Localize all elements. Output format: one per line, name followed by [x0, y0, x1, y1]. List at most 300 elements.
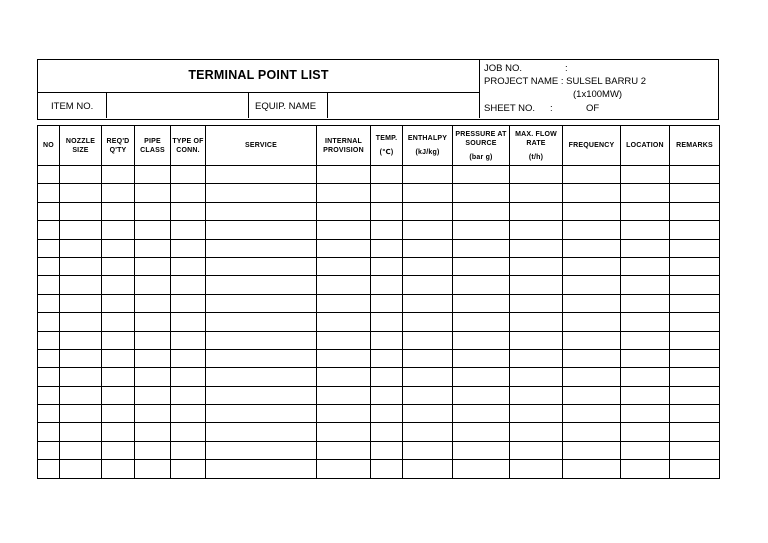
table-cell[interactable] — [371, 184, 403, 202]
table-cell[interactable] — [563, 239, 621, 257]
table-cell[interactable] — [171, 386, 206, 404]
table-row — [38, 294, 720, 312]
table-cell[interactable] — [60, 184, 102, 202]
table-cell[interactable] — [453, 276, 510, 294]
table-cell[interactable] — [453, 405, 510, 423]
table-cell[interactable] — [670, 386, 720, 404]
table-cell[interactable] — [135, 221, 171, 239]
table-cell[interactable] — [563, 202, 621, 220]
table-cell[interactable] — [102, 294, 135, 312]
column-header-label: SERVICE — [244, 142, 277, 149]
table-cell[interactable] — [206, 184, 317, 202]
table-cell[interactable] — [371, 276, 403, 294]
table-cell[interactable] — [60, 368, 102, 386]
table-cell[interactable] — [403, 239, 453, 257]
table-cell[interactable] — [38, 331, 60, 349]
table-cell[interactable] — [317, 276, 371, 294]
table-cell[interactable] — [621, 239, 670, 257]
table-cell[interactable] — [371, 405, 403, 423]
table-cell[interactable] — [510, 313, 563, 331]
table-cell[interactable] — [670, 368, 720, 386]
table-cell[interactable] — [510, 349, 563, 367]
column-header-label: INTERNAL PROVISION — [323, 137, 364, 154]
table-cell[interactable] — [563, 166, 621, 184]
table-cell[interactable] — [621, 386, 670, 404]
table-cell[interactable] — [102, 313, 135, 331]
table-cell[interactable] — [317, 184, 371, 202]
table-cell[interactable] — [670, 276, 720, 294]
table-cell[interactable] — [403, 202, 453, 220]
table-cell[interactable] — [453, 386, 510, 404]
table-cell[interactable] — [102, 349, 135, 367]
table-cell[interactable] — [102, 184, 135, 202]
table-cell[interactable] — [102, 239, 135, 257]
table-cell[interactable] — [206, 221, 317, 239]
table-cell[interactable] — [60, 166, 102, 184]
table-cell[interactable] — [206, 405, 317, 423]
table-cell[interactable] — [510, 184, 563, 202]
table-row — [38, 202, 720, 220]
table-cell[interactable] — [38, 202, 60, 220]
table-cell[interactable] — [510, 221, 563, 239]
sheet-no-label: SHEET NO. — [484, 103, 536, 114]
column-header — [135, 126, 171, 166]
table-row — [38, 221, 720, 239]
table-cell[interactable] — [371, 294, 403, 312]
table-cell[interactable] — [453, 460, 510, 478]
table-cell[interactable] — [206, 202, 317, 220]
table-row — [38, 368, 720, 386]
table-cell[interactable] — [317, 423, 371, 441]
table-cell[interactable] — [621, 221, 670, 239]
table-cell[interactable] — [670, 460, 720, 478]
table-cell[interactable] — [621, 313, 670, 331]
equip-label-divider-right — [327, 92, 328, 118]
column-unit: (t/h) — [528, 153, 544, 161]
table-cell[interactable] — [453, 239, 510, 257]
table-cell[interactable] — [563, 423, 621, 441]
table-cell[interactable] — [453, 349, 510, 367]
table-cell[interactable] — [102, 441, 135, 459]
table-cell[interactable] — [60, 239, 102, 257]
table-row — [38, 460, 720, 478]
table-cell[interactable] — [171, 294, 206, 312]
column-header-label: REQ'D Q'TY — [106, 137, 130, 154]
table-cell[interactable] — [510, 423, 563, 441]
table-cell[interactable] — [670, 166, 720, 184]
column-header-label: NO — [43, 142, 54, 149]
table-cell[interactable] — [38, 276, 60, 294]
table-cell[interactable] — [403, 257, 453, 275]
table-cell[interactable] — [38, 221, 60, 239]
table-cell[interactable] — [670, 202, 720, 220]
table-cell[interactable] — [135, 276, 171, 294]
table-cell[interactable] — [371, 202, 403, 220]
table-row — [38, 441, 720, 459]
table-cell[interactable] — [371, 221, 403, 239]
table-cell[interactable] — [670, 184, 720, 202]
table-cell[interactable] — [510, 202, 563, 220]
table-cell[interactable] — [102, 368, 135, 386]
table-row — [38, 313, 720, 331]
table-cell[interactable] — [60, 331, 102, 349]
table-cell[interactable] — [171, 405, 206, 423]
table-cell[interactable] — [670, 221, 720, 239]
table-cell[interactable] — [371, 386, 403, 404]
column-header — [317, 126, 371, 166]
terminal-point-table — [37, 125, 720, 479]
table-cell[interactable] — [317, 441, 371, 459]
table-cell[interactable] — [403, 276, 453, 294]
column-header — [371, 126, 403, 166]
table-cell[interactable] — [102, 166, 135, 184]
table-row — [38, 239, 720, 257]
table-cell[interactable] — [38, 239, 60, 257]
table-cell[interactable] — [403, 349, 453, 367]
table-cell[interactable] — [563, 460, 621, 478]
table-cell[interactable] — [102, 423, 135, 441]
equip-label-divider-left — [248, 92, 249, 118]
table-cell[interactable] — [102, 405, 135, 423]
table-cell[interactable] — [371, 331, 403, 349]
column-unit: (bar g) — [469, 153, 493, 161]
table-cell[interactable] — [563, 331, 621, 349]
item-no-label: ITEM NO. — [51, 101, 94, 112]
table-cell[interactable] — [510, 331, 563, 349]
table-cell[interactable] — [317, 294, 371, 312]
table-body — [38, 166, 720, 479]
table-cell[interactable] — [135, 202, 171, 220]
column-unit: (℃) — [379, 149, 394, 156]
table-cell[interactable] — [621, 368, 670, 386]
table-cell[interactable] — [38, 166, 60, 184]
table-cell[interactable] — [403, 331, 453, 349]
table-cell[interactable] — [403, 221, 453, 239]
table-cell[interactable] — [563, 368, 621, 386]
table-cell[interactable] — [38, 386, 60, 404]
table-cell[interactable] — [171, 257, 206, 275]
table-row — [38, 166, 720, 184]
table-cell[interactable] — [670, 313, 720, 331]
table-cell[interactable] — [621, 276, 670, 294]
table-cell[interactable] — [371, 239, 403, 257]
table-cell[interactable] — [670, 405, 720, 423]
table-cell[interactable] — [317, 313, 371, 331]
table-cell[interactable] — [206, 276, 317, 294]
column-header — [102, 126, 135, 166]
table-cell[interactable] — [453, 368, 510, 386]
table-cell[interactable] — [102, 257, 135, 275]
table-cell[interactable] — [563, 184, 621, 202]
table-cell[interactable] — [371, 349, 403, 367]
table-cell[interactable] — [317, 386, 371, 404]
table-cell[interactable] — [371, 257, 403, 275]
table-cell[interactable] — [206, 294, 317, 312]
table-cell[interactable] — [510, 368, 563, 386]
table-cell[interactable] — [403, 294, 453, 312]
table-cell[interactable] — [670, 441, 720, 459]
table-cell[interactable] — [371, 423, 403, 441]
table-cell[interactable] — [563, 441, 621, 459]
column-header — [60, 126, 102, 166]
table-cell[interactable] — [102, 331, 135, 349]
table-cell[interactable] — [453, 313, 510, 331]
table-cell[interactable] — [563, 349, 621, 367]
table-cell[interactable] — [206, 349, 317, 367]
table-cell[interactable] — [60, 202, 102, 220]
table-cell[interactable] — [621, 349, 670, 367]
table-cell[interactable] — [621, 166, 670, 184]
table-cell[interactable] — [403, 184, 453, 202]
table-cell[interactable] — [403, 441, 453, 459]
table-cell[interactable] — [453, 184, 510, 202]
table-cell[interactable] — [206, 239, 317, 257]
table-cell[interactable] — [621, 294, 670, 312]
table-cell[interactable] — [453, 423, 510, 441]
table-cell[interactable] — [670, 294, 720, 312]
column-header-label: MAX. FLOW RATE — [515, 130, 557, 147]
table-cell[interactable] — [135, 423, 171, 441]
table-cell[interactable] — [371, 441, 403, 459]
table-cell[interactable] — [171, 166, 206, 184]
column-header-label: PIPE CLASS — [140, 137, 165, 154]
table-cell[interactable] — [670, 239, 720, 257]
table-cell[interactable] — [403, 386, 453, 404]
table-cell[interactable] — [38, 257, 60, 275]
table-cell[interactable] — [317, 221, 371, 239]
table-cell[interactable] — [563, 294, 621, 312]
table-cell[interactable] — [206, 166, 317, 184]
table-cell[interactable] — [171, 276, 206, 294]
table-row — [38, 349, 720, 367]
table-cell[interactable] — [38, 441, 60, 459]
table-cell[interactable] — [453, 331, 510, 349]
table-cell[interactable] — [453, 294, 510, 312]
table-cell[interactable] — [135, 184, 171, 202]
table-cell[interactable] — [60, 294, 102, 312]
table-cell[interactable] — [670, 423, 720, 441]
table-cell[interactable] — [563, 221, 621, 239]
column-header-label: LOCATION — [626, 142, 664, 149]
table-cell[interactable] — [206, 460, 317, 478]
table-cell[interactable] — [563, 405, 621, 423]
table-cell[interactable] — [453, 221, 510, 239]
table-cell[interactable] — [135, 331, 171, 349]
table-cell[interactable] — [621, 460, 670, 478]
table-cell[interactable] — [563, 386, 621, 404]
table-header-row — [38, 126, 720, 166]
table-cell[interactable] — [621, 184, 670, 202]
table-cell[interactable] — [563, 276, 621, 294]
column-header-label: PRESSURE AT SOURCE — [455, 130, 507, 147]
table-cell[interactable] — [453, 202, 510, 220]
table-cell[interactable] — [371, 368, 403, 386]
table-cell[interactable] — [371, 460, 403, 478]
job-no-label: JOB NO. — [484, 63, 523, 74]
table-cell[interactable] — [403, 166, 453, 184]
table-cell[interactable] — [60, 221, 102, 239]
table-cell[interactable] — [135, 386, 171, 404]
table-cell[interactable] — [206, 386, 317, 404]
table-cell[interactable] — [171, 221, 206, 239]
column-unit: (kJ/kg) — [415, 149, 440, 156]
sheet-of-label: OF — [586, 103, 600, 114]
table-cell[interactable] — [206, 331, 317, 349]
table-cell[interactable] — [403, 460, 453, 478]
table-cell[interactable] — [317, 257, 371, 275]
table-cell[interactable] — [60, 460, 102, 478]
table-cell[interactable] — [510, 239, 563, 257]
table-cell[interactable] — [621, 405, 670, 423]
table-cell[interactable] — [135, 441, 171, 459]
table-cell[interactable] — [171, 313, 206, 331]
table-cell[interactable] — [206, 423, 317, 441]
table-cell[interactable] — [171, 202, 206, 220]
table-cell[interactable] — [621, 441, 670, 459]
table-cell[interactable] — [206, 368, 317, 386]
table-cell[interactable] — [135, 313, 171, 331]
table-cell[interactable] — [102, 276, 135, 294]
table-row — [38, 331, 720, 349]
column-header-label: NOZZLE SIZE — [65, 137, 96, 154]
table-cell[interactable] — [563, 313, 621, 331]
page-title: TERMINAL POINT LIST — [188, 68, 329, 82]
table-cell[interactable] — [135, 239, 171, 257]
table-cell[interactable] — [403, 405, 453, 423]
table-cell[interactable] — [510, 405, 563, 423]
table-cell[interactable] — [60, 257, 102, 275]
table-cell[interactable] — [317, 202, 371, 220]
table-cell[interactable] — [510, 441, 563, 459]
table-cell[interactable] — [510, 276, 563, 294]
table-cell[interactable] — [135, 349, 171, 367]
table-cell[interactable] — [403, 368, 453, 386]
table-row — [38, 405, 720, 423]
table-cell[interactable] — [453, 166, 510, 184]
column-header — [621, 126, 670, 166]
job-no-colon: : — [565, 63, 568, 74]
table-cell[interactable] — [317, 239, 371, 257]
table-cell[interactable] — [453, 441, 510, 459]
table-cell[interactable] — [171, 349, 206, 367]
column-header-label: REMARKS — [676, 142, 713, 149]
table-cell[interactable] — [621, 202, 670, 220]
header-block — [37, 59, 719, 120]
table-cell[interactable] — [171, 331, 206, 349]
table-cell[interactable] — [38, 460, 60, 478]
column-header-label: TEMP. — [375, 135, 398, 142]
table-cell[interactable] — [621, 257, 670, 275]
column-header-label: ENTHALPY — [407, 135, 448, 142]
table-cell[interactable] — [317, 460, 371, 478]
table-cell[interactable] — [135, 368, 171, 386]
column-header — [171, 126, 206, 166]
table-cell[interactable] — [60, 423, 102, 441]
table-cell[interactable] — [317, 405, 371, 423]
table-cell[interactable] — [102, 202, 135, 220]
table-cell[interactable] — [135, 257, 171, 275]
table-cell[interactable] — [171, 184, 206, 202]
table-cell[interactable] — [38, 368, 60, 386]
table-cell[interactable] — [621, 331, 670, 349]
table-cell[interactable] — [317, 368, 371, 386]
column-header-label: FREQUENCY — [568, 142, 615, 149]
table-cell[interactable] — [171, 239, 206, 257]
table-cell[interactable] — [453, 257, 510, 275]
column-header — [38, 126, 60, 166]
table-cell[interactable] — [317, 349, 371, 367]
table-cell[interactable] — [510, 257, 563, 275]
column-header — [453, 126, 510, 166]
equip-name-label: EQUIP. NAME — [255, 101, 317, 112]
table-cell[interactable] — [38, 423, 60, 441]
table-cell[interactable] — [171, 368, 206, 386]
table-row — [38, 386, 720, 404]
table-cell[interactable] — [403, 423, 453, 441]
table-cell[interactable] — [102, 386, 135, 404]
table-cell[interactable] — [171, 423, 206, 441]
table-cell[interactable] — [135, 294, 171, 312]
table-cell[interactable] — [38, 349, 60, 367]
table-cell[interactable] — [510, 386, 563, 404]
table-cell[interactable] — [38, 313, 60, 331]
table-cell[interactable] — [206, 257, 317, 275]
table-cell[interactable] — [670, 331, 720, 349]
table-cell[interactable] — [206, 441, 317, 459]
table-cell[interactable] — [621, 423, 670, 441]
table-cell[interactable] — [135, 460, 171, 478]
table-cell[interactable] — [60, 386, 102, 404]
table-cell[interactable] — [670, 349, 720, 367]
table-cell[interactable] — [102, 460, 135, 478]
table-cell[interactable] — [38, 184, 60, 202]
header-divider — [479, 60, 480, 118]
table-cell[interactable] — [510, 166, 563, 184]
table-cell[interactable] — [102, 221, 135, 239]
table-row — [38, 423, 720, 441]
table-cell[interactable] — [317, 166, 371, 184]
table-cell[interactable] — [371, 166, 403, 184]
table-cell[interactable] — [171, 441, 206, 459]
table-cell[interactable] — [60, 276, 102, 294]
project-name-line2: (1x100MW) — [573, 89, 623, 100]
column-header — [510, 126, 563, 166]
column-header-label: TYPE OF CONN. — [172, 137, 204, 154]
table-cell[interactable] — [60, 349, 102, 367]
table-cell[interactable] — [403, 313, 453, 331]
sheet-no-colon: : — [550, 103, 553, 114]
table-cell[interactable] — [60, 441, 102, 459]
table-cell[interactable] — [563, 257, 621, 275]
table-cell[interactable] — [60, 405, 102, 423]
table-cell[interactable] — [38, 294, 60, 312]
table-cell[interactable] — [60, 313, 102, 331]
table-cell[interactable] — [38, 405, 60, 423]
table-cell[interactable] — [317, 331, 371, 349]
column-header — [206, 126, 317, 166]
item-no-divider — [106, 92, 107, 118]
project-name-label: PROJECT NAME : SULSEL BARRU 2 — [484, 76, 647, 87]
table-cell[interactable] — [135, 405, 171, 423]
table-cell[interactable] — [171, 460, 206, 478]
table-row — [38, 257, 720, 275]
table-cell[interactable] — [371, 313, 403, 331]
table-cell[interactable] — [670, 257, 720, 275]
table-cell[interactable] — [206, 313, 317, 331]
table-cell[interactable] — [510, 460, 563, 478]
table-cell[interactable] — [510, 294, 563, 312]
table-cell[interactable] — [135, 166, 171, 184]
